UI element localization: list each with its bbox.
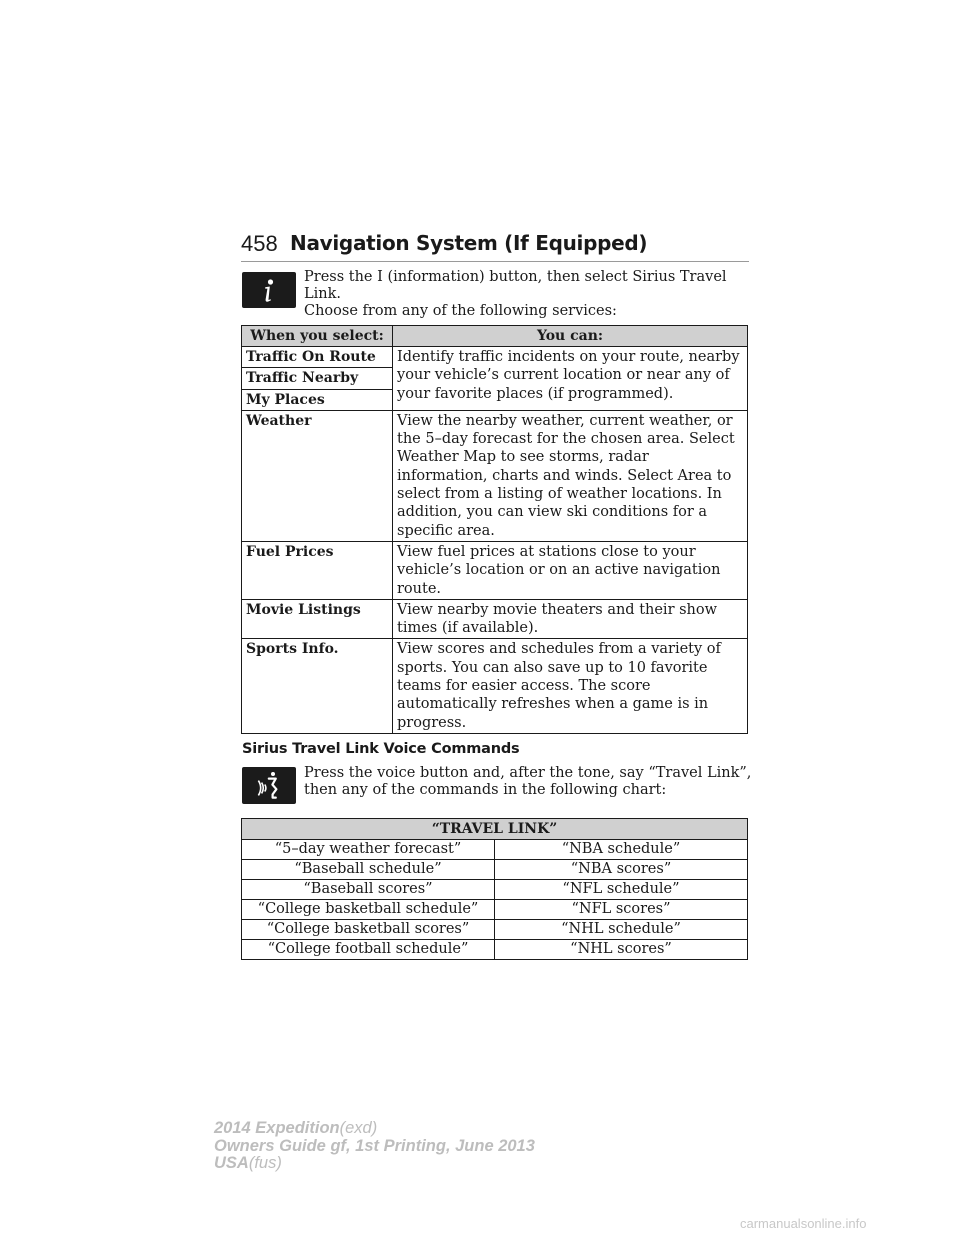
- intro-line-2: Choose from any of the following services:: [304, 303, 617, 319]
- command-cell: “Baseball schedule”: [242, 860, 495, 880]
- header-you-can: You can:: [393, 326, 748, 347]
- table-row: [242, 920, 748, 940]
- header-when-you-select: When you select:: [242, 326, 393, 347]
- select-traffic-nearby: Traffic Nearby: [242, 368, 393, 389]
- table-row: [242, 410, 748, 541]
- select-weather: Weather: [242, 410, 393, 541]
- sports-info-description: View scores and schedules from a variety of sports. You can also save up to 10 favorite teams for easier access. The score automatically refreshes when a game is in progress.: [393, 639, 748, 733]
- voice-line-2: then any of the commands in the following chart:: [304, 782, 667, 798]
- table-row: [242, 900, 748, 920]
- footer-line-1: [214, 1120, 535, 1138]
- intro-text: [304, 269, 754, 320]
- voice-line-1: Press the voice button and, after the tone, say “Travel Link”,: [304, 765, 752, 781]
- command-cell: “NHL scores”: [495, 940, 748, 960]
- select-sports-info: Sports Info.: [242, 639, 393, 733]
- page-number: 458: [241, 231, 278, 256]
- table-row: [242, 860, 748, 880]
- footer-line-2: [214, 1138, 535, 1156]
- footer-line-3: [214, 1155, 535, 1173]
- footer: [214, 1120, 535, 1173]
- weather-description: View the nearby weather, current weather, or the 5–day forecast for the chosen area. Select Weather Map to see storms, radar information, charts and winds. Select Area to select from a listing of weather locations. In addition, you can view ski conditions for a specific area.: [393, 410, 748, 541]
- information-icon: [242, 272, 296, 308]
- header-rule: [241, 261, 749, 262]
- voice-text: [304, 765, 754, 799]
- commands-header-row: [242, 819, 748, 840]
- table-row: [242, 639, 748, 733]
- table-row: [242, 880, 748, 900]
- command-cell: “NBA scores”: [495, 860, 748, 880]
- table-row: [242, 347, 748, 368]
- table-row: [242, 840, 748, 860]
- command-cell: “5–day weather forecast”: [242, 840, 495, 860]
- table-row: [242, 541, 748, 599]
- select-my-places: My Places: [242, 389, 393, 410]
- command-cell: “NBA schedule”: [495, 840, 748, 860]
- command-cell: “NFL scores”: [495, 900, 748, 920]
- command-cell: “College football schedule”: [242, 940, 495, 960]
- select-movie-listings: Movie Listings: [242, 599, 393, 639]
- footer-model-code: (exd): [339, 1119, 378, 1137]
- page-title: Navigation System (If Equipped): [290, 231, 648, 255]
- section-heading: Sirius Travel Link Voice Commands: [242, 741, 520, 757]
- movie-listings-description: View nearby movie theaters and their show times (if available).: [393, 599, 748, 639]
- command-cell: “College basketball schedule”: [242, 900, 495, 920]
- services-header-row: [242, 326, 748, 347]
- footer-region-code: (fus): [248, 1154, 282, 1172]
- table-row: [242, 599, 748, 639]
- voice-icon: [242, 767, 296, 804]
- travel-link-header: “TRAVEL LINK”: [242, 819, 748, 840]
- command-cell: “NFL schedule”: [495, 880, 748, 900]
- watermark: carmanualsonline.info: [740, 1216, 867, 1231]
- services-table: [241, 325, 748, 734]
- intro-line-1: Press the I (information) button, then select Sirius Travel Link.: [304, 269, 727, 302]
- fuel-prices-description: View fuel prices at stations close to your vehicle’s location or on an active navigation route.: [393, 541, 748, 599]
- footer-model: 2014 Expedition: [214, 1119, 340, 1137]
- select-traffic-on-route: Traffic On Route: [242, 347, 393, 368]
- footer-guide: Owners Guide gf, 1st Printing, June 2013: [214, 1136, 535, 1155]
- traffic-description: Identify traffic incidents on your route, nearby your vehicle’s current location or near any of your favorite places (if programmed).: [393, 347, 748, 411]
- command-cell: “Baseball scores”: [242, 880, 495, 900]
- table-row: [242, 940, 748, 960]
- footer-region: USA: [214, 1154, 249, 1172]
- commands-table: [241, 818, 748, 960]
- select-fuel-prices: Fuel Prices: [242, 541, 393, 599]
- command-cell: “College basketball scores”: [242, 920, 495, 940]
- command-cell: “NHL schedule”: [495, 920, 748, 940]
